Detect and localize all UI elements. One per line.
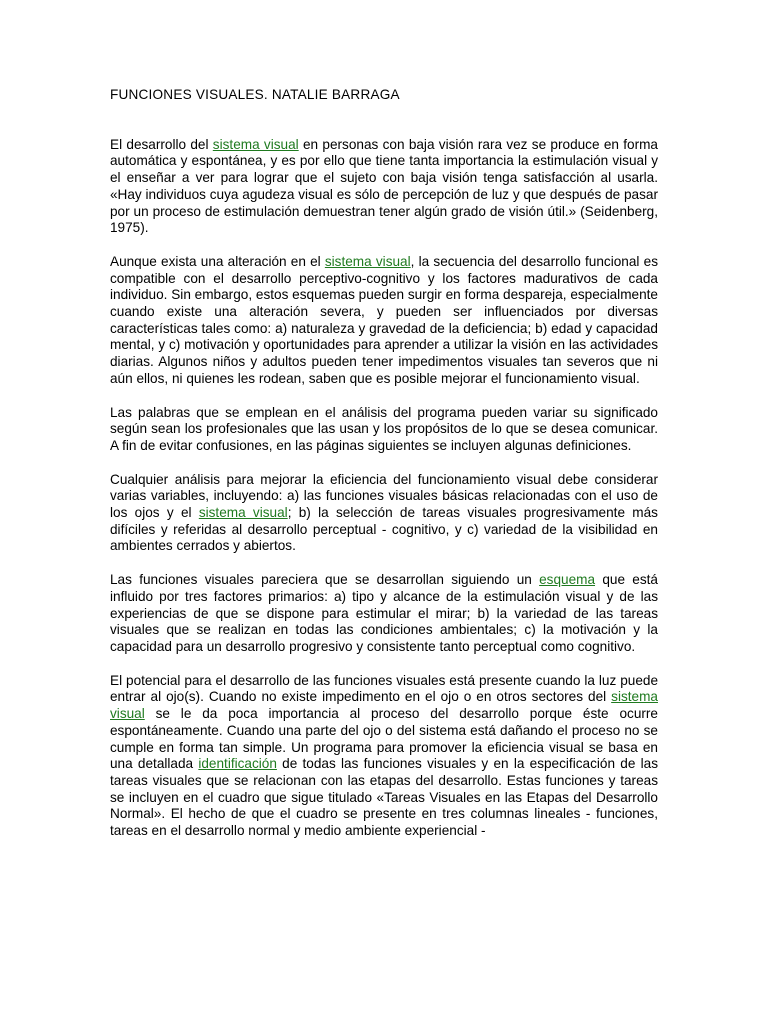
paragraph-text: en personas con baja visión rara vez se produce en forma automática y espontánea, y es por ello que tiene tanta importancia la estimulación visual y el enseñar a ver para lograr que el sujeto con baja visión tenga satisfacción al usarla. «Hay individuos cuya agudeza visual es sólo de percepción de luz y que después de pasar por un proceso de estimulación demuestran tener algún grado de visión útil.» (Seidenberg, 1975). <box>110 136 658 236</box>
sistema-visual-link[interactable]: sistema visual <box>212 136 299 152</box>
sistema-visual-link[interactable]: sistema visual <box>110 689 658 722</box>
paragraph-1 <box>110 137 658 237</box>
paragraph-6 <box>110 673 658 840</box>
paragraph-4 <box>110 472 658 556</box>
paragraph-text: Cualquier análisis para mejorar la eficiencia del funcionamiento visual debe considerar varias variables, incluyendo: a) las funciones visuales básicas relacionadas con el uso de los ojos y el <box>110 471 658 521</box>
document-title: FUNCIONES VISUALES. NATALIE BARRAGA <box>110 87 400 102</box>
paragraph-3 <box>110 405 658 455</box>
paragraph-text: Las palabras que se emplean en el análisis del programa pueden variar su significado según sean los profesionales que las usan y los propósitos de lo que se desea comunicar. A fin de evitar confusiones, en las páginas siguientes se incluyen algunas definiciones. <box>110 404 658 453</box>
paragraph-2 <box>110 254 658 388</box>
paragraph-text: Las funciones visuales pareciera que se desarrollan siguiendo un <box>110 572 540 588</box>
paragraph-text: ; b) la selección de tareas visuales progresivamente más difíciles y referidas al desarrollo perceptual - cognitivo, y c) variedad de la visibilidad en ambientes cerrados y abiertos. <box>110 505 658 554</box>
paragraph-text: de todas las funciones visuales y en la especificación de las tareas visuales que se relacionan con las etapas del desarrollo. Estas funciones y tareas se incluyen en el cuadro que sigue titulado «Tareas Visuales en las Etapas del Desarrollo Normal». El hecho de que el cuadro se presente en tres columnas lineales - funciones, tareas en el desarrollo normal y medio ambiente experiencial - <box>110 756 658 839</box>
identificacion-link[interactable]: identificación <box>198 756 277 772</box>
paragraph-5 <box>110 572 658 656</box>
paragraph-text: , la secuencia del desarrollo funcional es compatible con el desarrollo perceptivo-cognitivo y los factores madurativos de cada individuo. Sin embargo, estos esquemas pueden surgir en forma despareja, especialmente cuando existe una alteración severa, y pueden ser influenciados por diversas características tales como: a) naturaleza y gravedad de la deficiencia; b) edad y capacidad mental, y c) motivación y oportunidades para aprender a utilizar la visión en las actividades diarias. Algunos niños y adultos pueden tener impedimentos visuales tan severos que ni aún ellos, ni quienes les rodean, saben que es posible mejorar el funcionamiento visual. <box>110 253 658 386</box>
sistema-visual-link[interactable]: sistema visual <box>324 253 411 269</box>
paragraph-text: El desarrollo del <box>110 136 213 152</box>
esquema-link[interactable]: esquema <box>539 572 596 588</box>
paragraph-text: se le da poca importancia al proceso del desarrollo porque éste ocurre espontáneamente. Cuando una parte del ojo o del sistema está dañando el proceso no se cumple en forma tan simple. Un programa para promover la eficiencia visual se basa en una detallada <box>110 706 658 772</box>
sistema-visual-link[interactable]: sistema visual <box>198 505 288 521</box>
document-page <box>110 87 658 857</box>
paragraph-text: Aunque exista una alteración en el <box>110 253 325 269</box>
paragraph-text: que está influido por tres factores primarios: a) tipo y alcance de la estimulación visual y de las experiencias de que se dispone para estimular el mirar; b) la variedad de las tareas visuales que se realizan en todas las condiciones ambientales; c) la motivación y la capacidad para un desarrollo progresivo y consistente tanto perceptual como cognitivo. <box>110 572 658 654</box>
paragraph-text: El potencial para el desarrollo de las funciones visuales está presente cuando la luz puede entrar al ojo(s). Cuando no existe impedimento en el ojo o en otros sectores del <box>110 672 658 705</box>
